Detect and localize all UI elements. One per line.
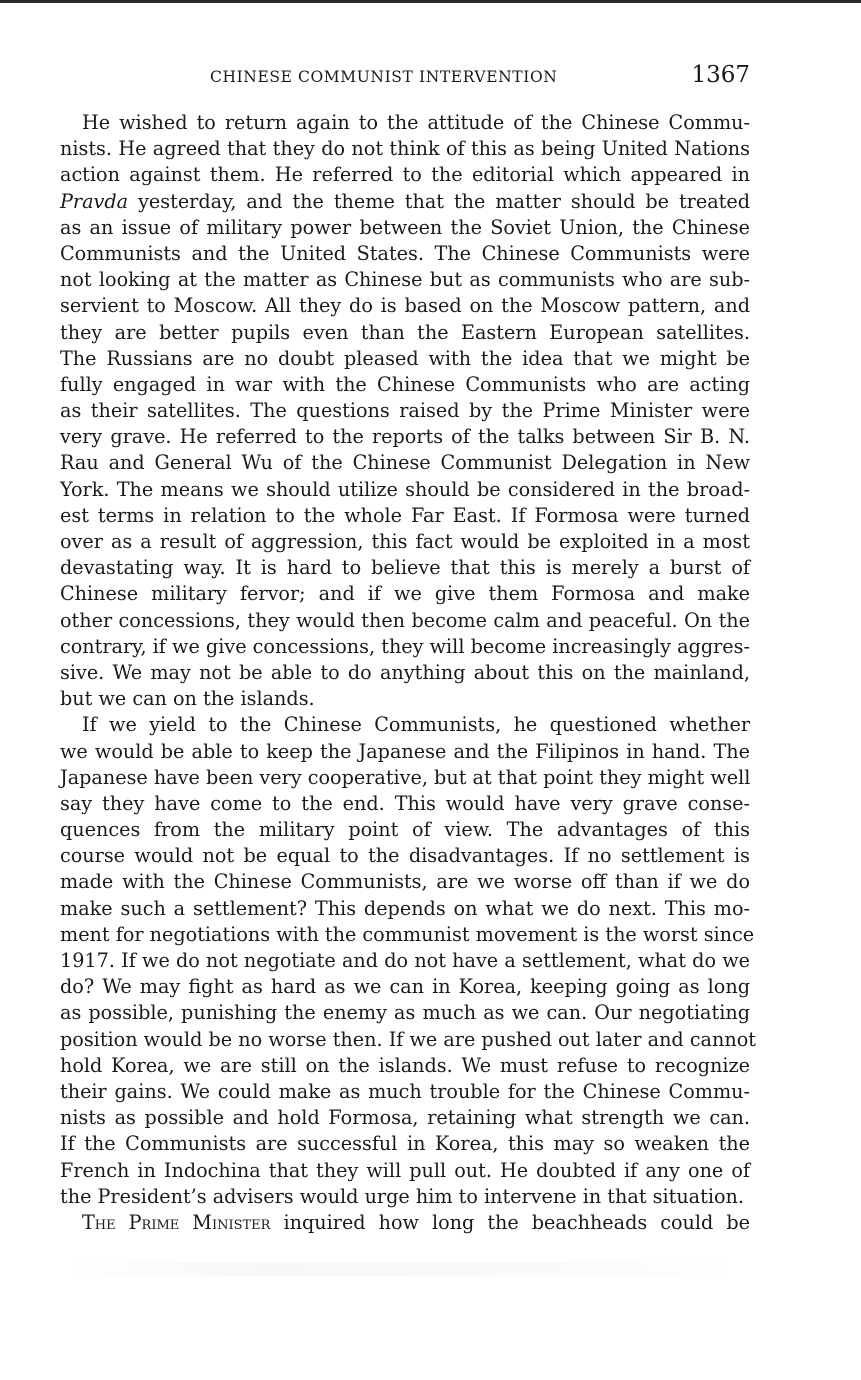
text-line: servient to Moscow. All they do is based on the Moscow pattern, and [60, 294, 750, 318]
text-line: French in Indochina that they will pull out. He doubted if any one of [60, 1158, 750, 1182]
text-line: sive. We may not be able to do anything about this on the mainland, [60, 660, 750, 684]
text-line: hold Korea, we are still on the islands. We must refuse to recognize [60, 1053, 750, 1077]
text-line: very grave. He referred to the reports of the talks between Sir B. N. [60, 425, 750, 449]
speaker-label: The Prime Minister [82, 1210, 271, 1234]
text-line: est terms in relation to the whole Far East. If Formosa were turned [60, 503, 750, 527]
text-line: not looking at the matter as Chinese but as communists who are sub- [60, 268, 750, 292]
text-line-rest: inquired how long the beachheads could be [283, 1210, 750, 1234]
text-line: the President’s advisers would urge him to intervene in that situation. [60, 1184, 744, 1208]
text-line [60, 189, 750, 215]
running-title: CHINESE COMMUNIST INTERVENTION [210, 68, 558, 86]
text-line: they are better pupils even than the Eastern European satellites. [60, 320, 750, 344]
text-line: ment for negotiations with the communist movement is the worst since [60, 922, 755, 946]
text-line: fully engaged in war with the Chinese Communists who are acting [60, 372, 750, 396]
text-line: The Russians are no doubt pleased with the idea that we might be [60, 346, 750, 370]
text-line [60, 1210, 750, 1236]
text-line: Japanese have been very cooperative, but at that point they might well [60, 765, 751, 789]
text-line: make such a settlement? This depends on what we do next. This mo- [60, 896, 750, 920]
text-line: do? We may fight as hard as we can in Korea, keeping going as long [60, 975, 750, 999]
text-line: we would be able to keep the Japanese and the Filipinos in hand. The [60, 739, 750, 763]
text-line: position would be no worse then. If we are pushed out later and cannot [60, 1027, 756, 1051]
text-line-rest: yesterday, and the theme that the matter should be treated [138, 189, 750, 213]
text-line: action against them. He referred to the editorial which appeared in [60, 163, 750, 187]
text-line: 1917. If we do not negotiate and do not have a settlement, what do we [60, 949, 750, 972]
text-line: other concessions, they would then become calm and peaceful. On the [60, 608, 750, 632]
text-line: as their satellites. The questions raised by the Prime Minister were [60, 399, 750, 423]
text-line: Chinese military fervor; and if we give them Formosa and make [60, 582, 750, 606]
text-line: nists as possible and hold Formosa, retaining what strength we can. [60, 1106, 750, 1130]
text-line: quences from the military point of view. The advantages of this [60, 818, 750, 842]
text-line: as an issue of military power between the Soviet Union, the Chinese [60, 215, 750, 239]
text-line: Rau and General Wu of the Chinese Communist Delegation in New [60, 451, 750, 475]
text-line: their gains. We could make as much trouble for the Chinese Commu- [60, 1079, 750, 1103]
text-line: made with the Chinese Communists, are we worse off than if we do [60, 870, 750, 894]
text-line: say they have come to the end. This would have very grave conse- [60, 791, 750, 815]
text-line: York. The means we should utilize should be considered in the broad- [60, 477, 750, 501]
text-line: over as a result of aggression, this fact would be exploited in a most [60, 530, 750, 553]
text-line: but we can on the islands. [60, 687, 315, 711]
text-line: nists. He agreed that they do not think of this as being United Nations [60, 137, 750, 161]
text-line: Communists and the United States. The Chinese Communists were [60, 241, 750, 265]
text-line: If we yield to the Chinese Communists, he questioned whether [82, 713, 750, 737]
running-head [60, 62, 750, 90]
text-line: course would not be equal to the disadvantages. If no settlement is [60, 844, 750, 868]
faint-bleedthrough [60, 1262, 750, 1276]
page-number: 1367 [691, 62, 750, 88]
text-line: devastating way. It is hard to believe that this is merely a burst of [60, 556, 750, 580]
italic-word-pravda: Pravda [60, 189, 129, 213]
text-line: contrary, if we give concessions, they will become increasingly aggres- [60, 634, 750, 658]
text-line: He wished to return again to the attitude of the Chinese Commu- [82, 111, 750, 134]
body-text [60, 110, 756, 1236]
text-line: If the Communists are successful in Korea, this may so weaken the [60, 1132, 750, 1156]
text-line: as possible, punishing the enemy as much as we can. Our negotiating [60, 1001, 750, 1025]
